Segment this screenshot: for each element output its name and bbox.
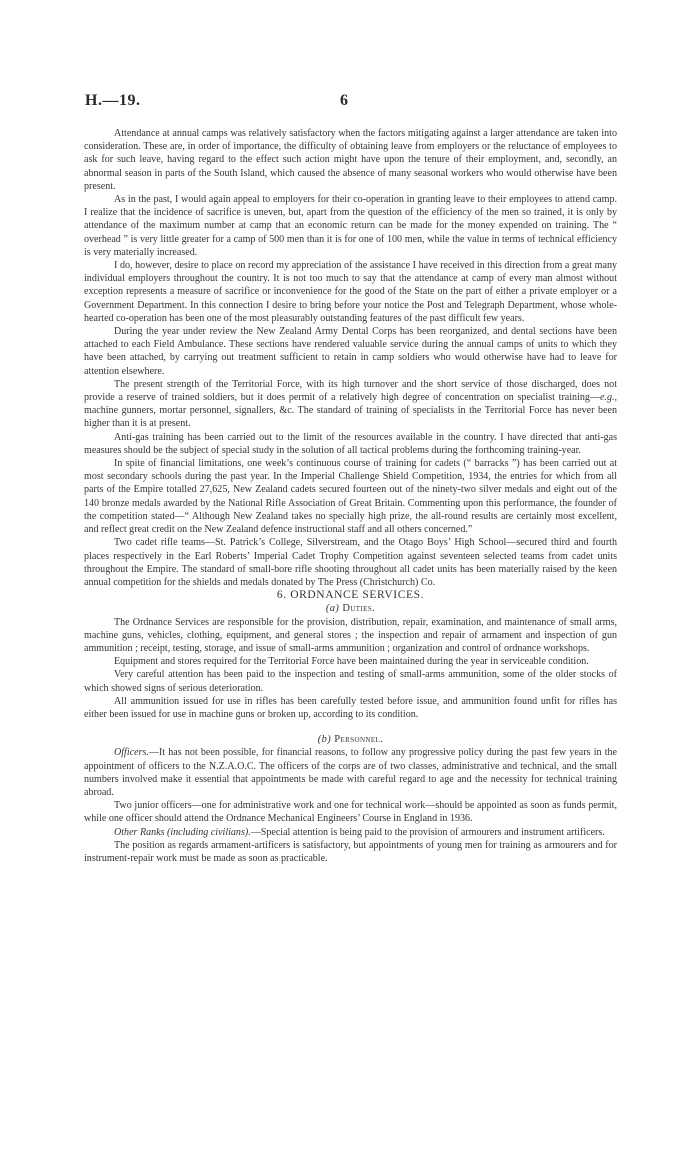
strength-text-after: , machine gunners, mortar personnel, signallers, &c. The standard of training of specialists in the Territorial Force has never been higher than it is at present. bbox=[84, 392, 617, 430]
ranks-text: —Special attention is being paid to the provision of armourers and instrument artificers. bbox=[250, 826, 605, 838]
paragraph-cadets: In spite of financial limitations, one week’s continuous course of training for cadets (“ barracks ”) has been carried out at most secondary schools during the past year. In the Imperial Challenge Shield Competition, 1934, the entries for which from all parts of the Empire totalled 27,625, New Zealand cadets secured fourteen out of the ninety-two silver medals and eight out of the 140 bronze medals awarded by the National Rifle Association of Great Britain. Commenting upon this performance, the founder of the competition stated—“ Although New Zealand takes no specially high prize, the all-round results are certainly most excellent, and reflect great credit on the New Zealand defence instructional staff and all others concerned.” bbox=[84, 458, 617, 536]
personnel-label: (b) bbox=[317, 734, 332, 746]
paragraph-duties-3: Very careful attention has been paid to the inspection and testing of small-arms ammunition, some of the older stocks of which showed signs of serious deterioration. bbox=[84, 669, 617, 694]
paragraph-duties-4: All ammunition issued for use in rifles has been carefully tested before issue, and ammunition found unfit for rifles has either been issued for use in machine guns or broken up, according to its condition. bbox=[84, 695, 617, 720]
paragraph-rifle-teams: Two cadet rifle teams—St. Patrick’s College, Silverstream, and the Otago Boys’ High School—secured third and fourth places respectively in the Earl Roberts’ Imperial Cadet Trophy Competition against seventeen selected teams from cadet units throughout the Empire. The standard of small-bore rifle shooting throughout all cadet units has been materially raised by the keen annual competition for the shields and medals donated by The Press (Christchurch) Co. bbox=[84, 537, 617, 588]
document-code: H.—19. bbox=[85, 92, 141, 109]
section-title: 6. ORDNANCE SERVICES. bbox=[276, 589, 425, 602]
paragraph-duties-2: Equipment and stores required for the Territorial Force have been maintained during the year in serviceable condition. bbox=[114, 656, 589, 668]
paragraph-junior-officers: Two junior officers—one for administrative work and one for technical work—should be appointed as soon as funds permit, while one officer should attend the Ordnance Mechanical Engineers’ Course in England in 1936. bbox=[84, 800, 617, 825]
paragraph-duties-1: The Ordnance Services are responsible for the provision, distribution, repair, examination, and maintenance of small arms, machine guns, vehicles, clothing, equipment, and general stores ; the inspection and repair of armament and inspection of gun ammunition ; receipt, testing, storage, and issue of small-arms ammunition ; organization and control of ordnance workshops. bbox=[84, 616, 617, 654]
duties-label: (a) bbox=[325, 603, 340, 615]
paragraph-appeal: As in the past, I would again appeal to employers for their co-operation in granting leave to their employees to attend camp. I realize that the incidence of sacrifice is uneven, but, apart from the question of the efficiency of the men so trained, it is only by attendance of the maximum number at camp that an economic return can be made for the money expended on training. The “ overhead ” is very little greater for a camp of 500 men than it is for one of 100 men, while the value in terms of technical efficiency is very materially increased. bbox=[84, 194, 617, 258]
paragraph-strength bbox=[84, 378, 617, 431]
personnel-heading: Personnel. bbox=[334, 734, 384, 746]
duties-heading: Duties. bbox=[342, 603, 376, 615]
subheading-personnel bbox=[84, 733, 617, 746]
ranks-lead: Other Ranks (including civilians). bbox=[114, 826, 251, 838]
paragraph-dental: During the year under review the New Zealand Army Dental Corps has been reorganized, and dental sections have been attached to each Field Ambulance. These sections have rendered valuable service during the annual camps of units to which they have been attached, by carrying out treatment sufficient to retain in camp soldiers who would otherwise have had to leave for attention elsewhere. bbox=[84, 326, 617, 377]
paragraph-attendance: Attendance at annual camps was relatively satisfactory when the factors mitigating against a larger attendance are taken into consideration. These are, in order of importance, the difficulty of obtaining leave from employers or the reluctance of employees to ask for such leave, having regard to the effect such action might have upon the tenure of their employment, and, secondly, an abnormal season in parts of the South Island, which caused the absence of many seasonal workers who would otherwise have been present. bbox=[84, 128, 617, 192]
paragraph-other-ranks bbox=[84, 826, 617, 839]
paragraph-antigas: Anti-gas training has been carried out to the limit of the resources available in the country. I have directed that anti-gas measures should be the subject of special study in the solution of all tactical problems during the forthcoming training-year. bbox=[84, 431, 617, 456]
page-number: 6 bbox=[340, 92, 348, 109]
subheading-duties bbox=[84, 602, 617, 615]
document-body bbox=[84, 127, 617, 865]
paragraph-appreciation: I do, however, desire to place on record my appreciation of the assistance I have received in this direction from a great many individual employers throughout the country. It is not too much to say that the attendance at camp of every man almost without exception represents a measure of sacrifice or inconvenience for the good of the State on the part of either a private employer or a Government Department. In this connection I desire to bring before your notice the Post and Telegraph Department, whose whole-hearted co-operation has been one of the most pleasurably outstanding features of the past difficult few years. bbox=[84, 260, 617, 324]
strength-text-before: The present strength of the Territorial Force, with its high turnover and the short service of those discharged, does not provide a reserve of trained soldiers, but it does permit of a relatively high degree of concentration on specialist training— bbox=[84, 378, 617, 404]
officers-lead: Officers. bbox=[114, 747, 149, 759]
officers-text: —It has not been possible, for financial reasons, to follow any progressive policy during the past few years in the appointment of officers to the N.Z.A.O.C. The officers of the corps are of two classes, administrative and technical, and the small numbers involved make it essential that appointments be made with careful regard to age and the necessity for technical training abroad. bbox=[84, 747, 617, 798]
strength-eg: e.g. bbox=[599, 392, 615, 404]
paragraph-officers bbox=[84, 746, 617, 799]
page-header bbox=[85, 92, 615, 112]
paragraph-artificers: The position as regards armament-artificers is satisfactory, but appointments of young men for training as armourers and for instrument-repair work must be made as soon as practicable. bbox=[84, 839, 617, 864]
